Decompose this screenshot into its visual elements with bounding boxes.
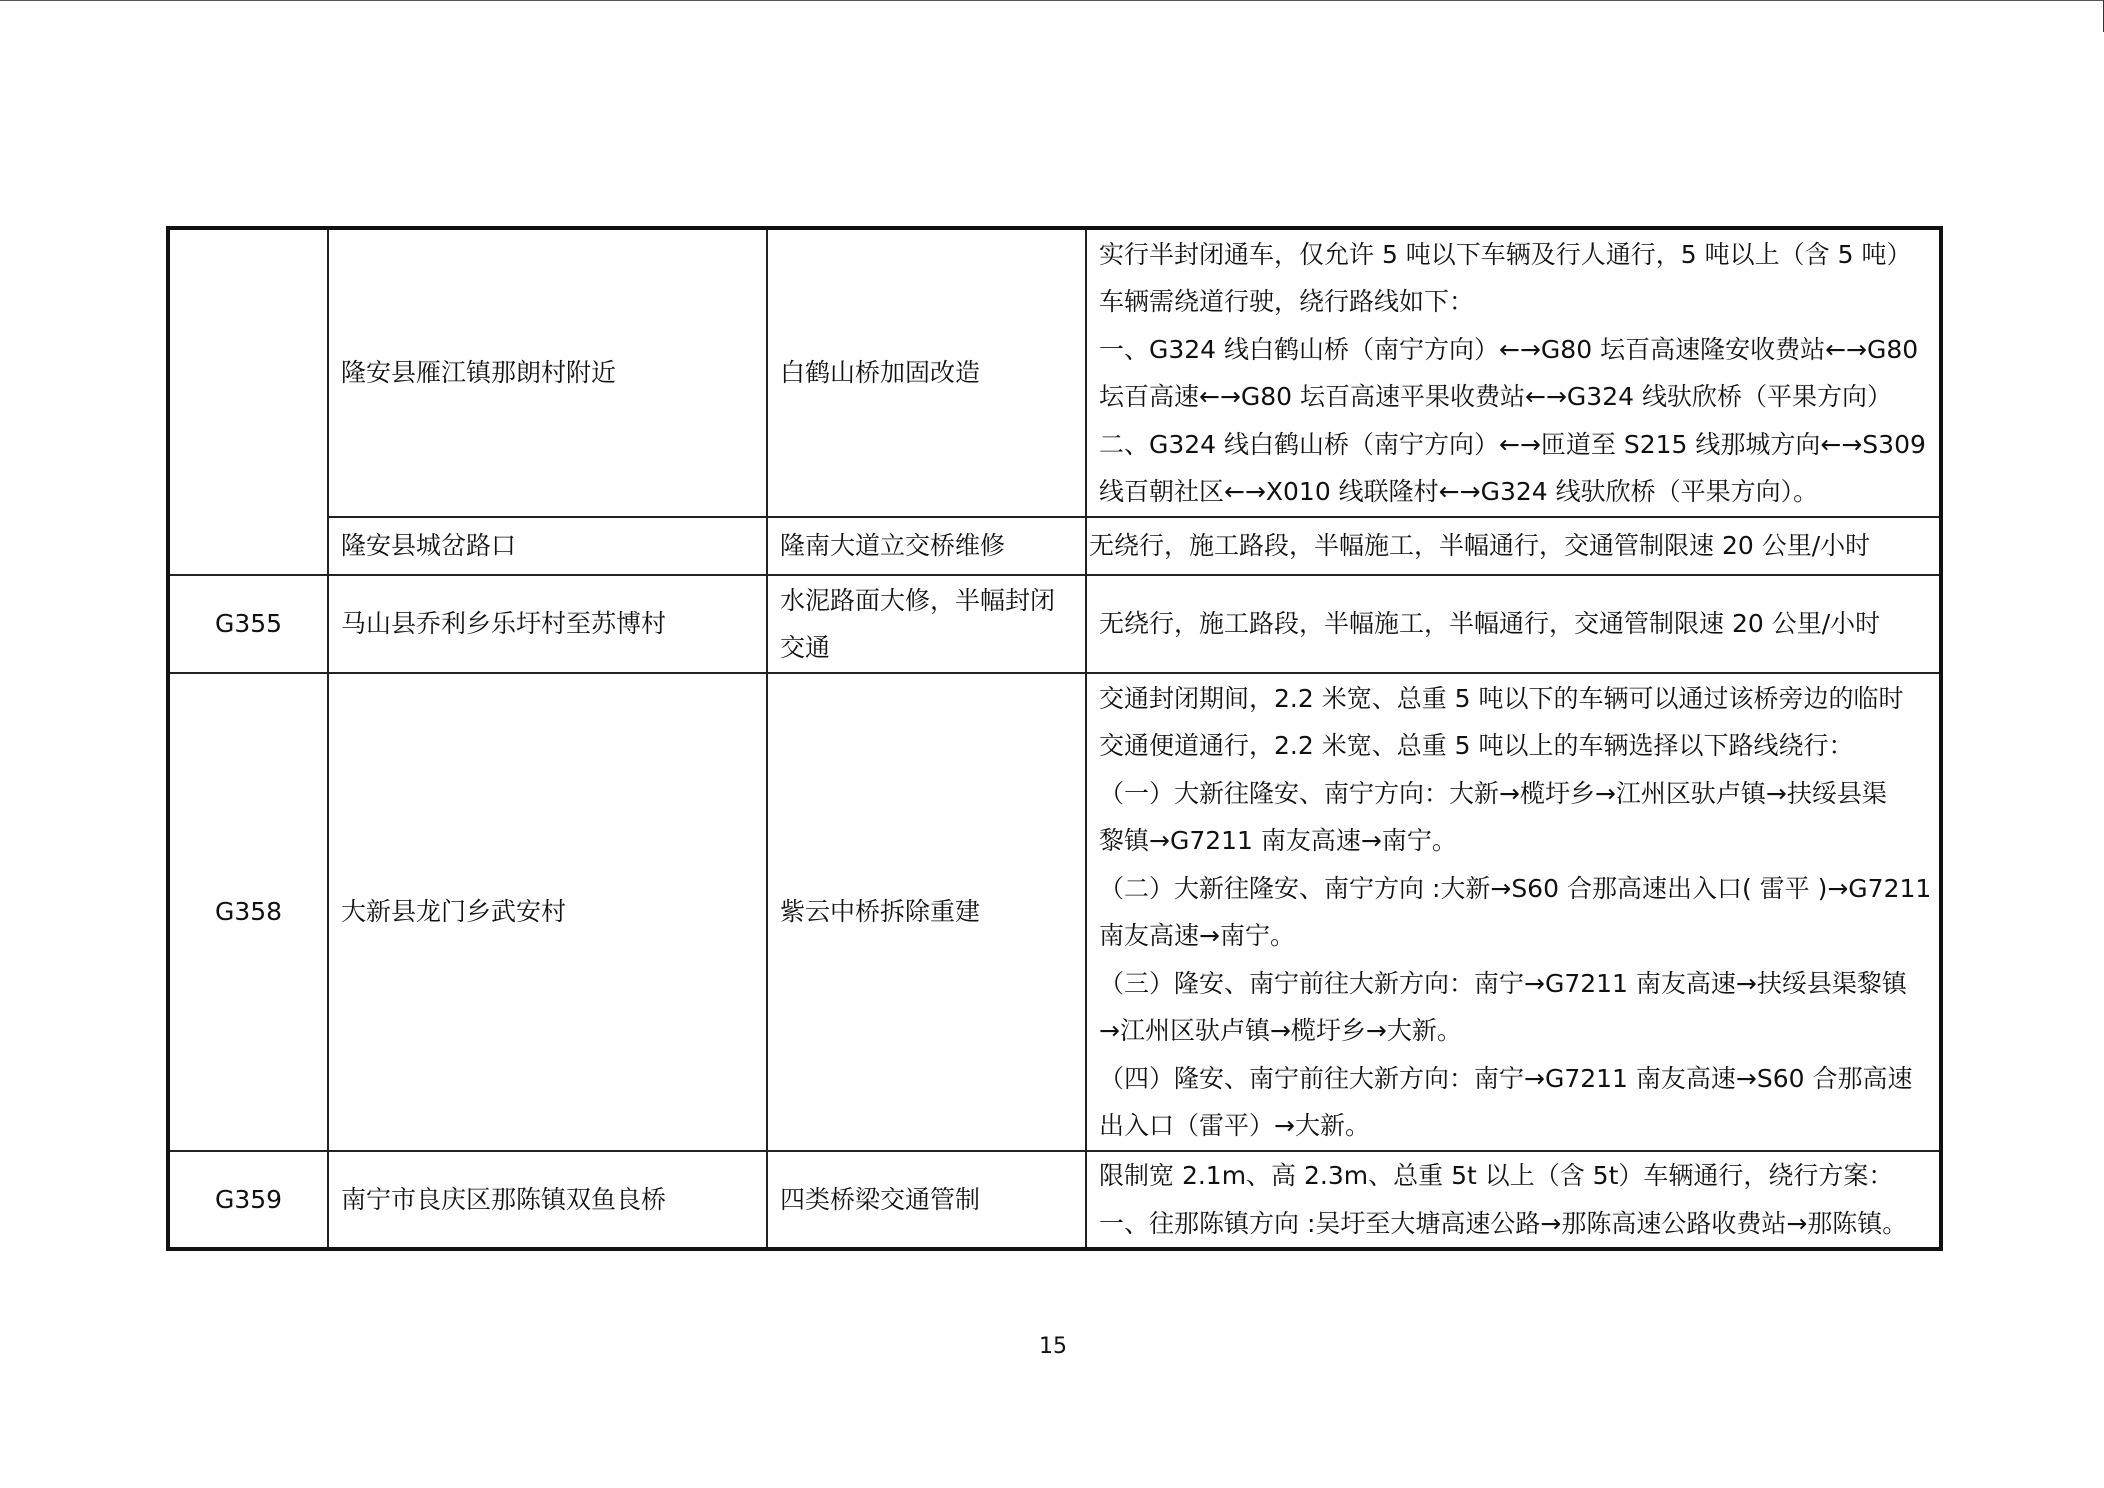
road-code-cell: G355 (168, 575, 328, 673)
project-cell: 紫云中桥拆除重建 (767, 673, 1086, 1151)
detour-line: 车辆需绕道行驶，绕行路线如下： (1099, 287, 1475, 316)
detour-line: 无绕行，施工路段，半幅施工，半幅通行，交通管制限速 20 公里/小时 (1099, 609, 1881, 639)
detour-line: 无绕行，施工路段，半幅施工，半幅通行，交通管制限速 20 公里/小时 (1089, 531, 1871, 561)
detour-line: 二、G324 线白鹤山桥（南宁方向）←→匝道至 S215 线那城方向←→S309 (1099, 429, 1926, 459)
road-code-cell (168, 228, 328, 575)
location-cell: 马山县乔利乡乐圩村至苏博村 (328, 575, 767, 673)
detour-line: →江州区驮卢镇→榄圩乡→大新。 (1099, 1016, 1462, 1045)
road-closure-table (166, 226, 1943, 1251)
detour-cell (1086, 673, 1941, 1151)
detour-line: 出入口（雷平）→大新。 (1099, 1111, 1370, 1140)
road-code-cell: G359 (168, 1151, 328, 1249)
detour-line: （二）大新往隆安、南宁方向 :大新→S60 合那高速出入口( 雷平 )→G7211 (1099, 873, 1932, 903)
location-cell: 南宁市良庆区那陈镇双鱼良桥 (328, 1151, 767, 1249)
detour-line: 实行半封闭通车，仅允许 5 吨以下车辆及行人通行，5 吨以上（含 5 吨） (1099, 239, 1912, 269)
detour-line: 坛百高速←→G80 坛百高速平果收费站←→G324 线驮欣桥（平果方向） (1099, 382, 1892, 411)
location-cell: 隆安县雁江镇那朗村附近 (328, 228, 767, 517)
detour-line: （四）隆安、南宁前往大新方向：南宁→G7211 南友高速→S60 合那高速 (1099, 1063, 1913, 1093)
road-code-cell: G358 (168, 673, 328, 1151)
detour-line: 交通便道通行，2.2 米宽、总重 5 吨以上的车辆选择以下路线绕行： (1099, 731, 1854, 760)
detour-line: 交通封闭期间，2.2 米宽、总重 5 吨以下的车辆可以通过该桥旁边的临时 (1099, 683, 1904, 713)
location-cell: 隆安县城岔路口 (328, 517, 767, 575)
detour-cell (1086, 575, 1941, 673)
page-top-edge (0, 0, 2104, 1)
detour-line: 南友高速→南宁。 (1099, 921, 1295, 950)
detour-cell (1086, 228, 1941, 517)
location-cell: 大新县龙门乡武安村 (328, 673, 767, 1151)
table-row (168, 575, 1941, 673)
detour-cell (1086, 1151, 1941, 1249)
detour-line: 黎镇→G7211 南友高速→南宁。 (1099, 826, 1457, 855)
page-number: 15 (1039, 1334, 1067, 1359)
table-row (168, 228, 1941, 517)
project-cell: 白鹤山桥加固改造 (767, 228, 1086, 517)
table-row (168, 1151, 1941, 1249)
table-row (168, 517, 1941, 575)
project-cell: 隆南大道立交桥维修 (767, 517, 1086, 575)
detour-cell (1086, 517, 1941, 575)
detour-line: 限制宽 2.1m、高 2.3m、总重 5t 以上（含 5t）车辆通行，绕行方案： (1099, 1161, 1894, 1190)
table-row (168, 673, 1941, 1151)
detour-line: 一、往那陈镇方向 :吴圩至大塘高速公路→那陈高速公路收费站→那陈镇。 (1099, 1208, 1908, 1238)
detour-line: （三）隆安、南宁前往大新方向：南宁→G7211 南友高速→扶绥县渠黎镇 (1099, 968, 1907, 998)
detour-line: 一、G324 线白鹤山桥（南宁方向）←→G80 坛百高速隆安收费站←→G80 (1099, 334, 1919, 364)
project-cell: 四类桥梁交通管制 (767, 1151, 1086, 1249)
detour-line: 线百朝社区←→X010 线联隆村←→G324 线驮欣桥（平果方向）。 (1099, 477, 1819, 506)
project-cell: 水泥路面大修，半幅封闭交通 (767, 575, 1086, 673)
detour-line: （一）大新往隆安、南宁方向：大新→榄圩乡→江州区驮卢镇→扶绥县渠 (1099, 778, 1887, 808)
